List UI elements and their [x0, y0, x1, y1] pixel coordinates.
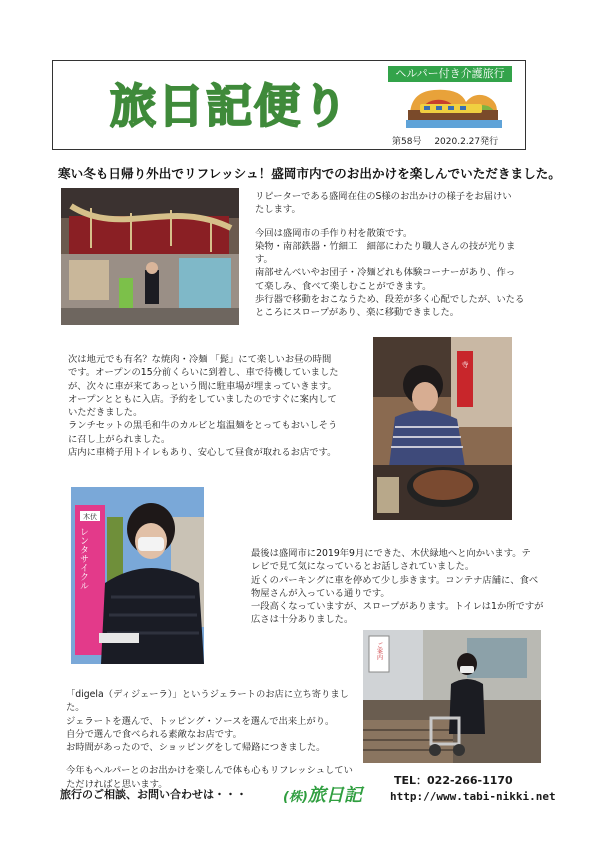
- text-line: に召し上がられました。: [68, 433, 171, 445]
- text-line: 次は地元でも有名？な焼肉・冷麺 「髭」にて楽しいお昼の時間: [68, 354, 332, 365]
- headline: 寒い冬も日帰り外出でリフレッシュ！盛岡市内でのお出かけを楽しんでいただきました。: [58, 166, 561, 181]
- company-logo-prefix: (株): [283, 790, 308, 805]
- text-line: 歩行器で移動をおこなうため、段差が多く心配でしたが、いたる: [255, 294, 525, 306]
- text-line: 物屋さんが入っている通りです。: [251, 587, 390, 599]
- vertical-sign-text: ご案内: [375, 642, 383, 660]
- phone-number: TEL：022-266-1170: [394, 774, 513, 787]
- text-line: 一段高くなっていますが、スロープがあります。トイレは1か所ですが: [251, 601, 544, 613]
- photo-craft-village: [61, 188, 239, 325]
- text-line: 最後は盛岡市に2019年9月にできた、木伏緑地へと向かいます。テ: [251, 548, 531, 559]
- service-tag: ヘルパー付き介護旅行: [388, 66, 512, 82]
- text-line: て楽しみ、食べて楽しむことができます。: [255, 280, 432, 292]
- text-line: 「digela（ディジェーラ）」というジェラートのお店に立ち寄りました。: [66, 689, 349, 714]
- banner-top-text: 木伏: [83, 513, 97, 521]
- text-line: 南部せんべいやお団子・冷麺どれも体験コーナーがあり、作っ: [255, 267, 516, 279]
- text-line: リピーターである盛岡在住のS様のお出かけの様子をお届けい: [255, 191, 512, 202]
- company-logo: [283, 781, 362, 807]
- photo-yakiniku-lunch: [373, 337, 512, 520]
- photo-rental-cycle: [71, 487, 204, 664]
- issue-info: [392, 134, 498, 147]
- text-line: す。: [255, 254, 273, 266]
- text-line: 染物・南部鉄器・竹細工 細部にわたり職人さんの技が光りま: [255, 240, 516, 252]
- section-craft-village: [255, 190, 555, 320]
- banner-sign-text: レンタサイクル: [78, 527, 88, 590]
- contact-prompt: 旅行のご相談、お問い合わせは・・・: [60, 788, 247, 801]
- text-line: 自分で選んで食べられる素敵なお店です。: [66, 728, 242, 740]
- text-line: 近くのパーキングに車を停めて少し歩きます。コンテナ店舗に、食べ: [251, 574, 539, 586]
- section-gelato: [66, 688, 366, 791]
- text-line: が、次々に車が来てあっという間に駐車場が埋まっていきます。: [68, 380, 337, 392]
- text-line: です。オープンの15分前くらいに到着し、車で待機していました: [68, 367, 339, 379]
- text-line: いただきました。: [68, 407, 143, 419]
- text-line: ところにスロープがあり、楽に移動できました。: [255, 307, 460, 319]
- section-kibushi-park: [251, 547, 551, 627]
- text-line: ただければと思います。: [66, 778, 168, 790]
- issue-date: 2020.2.27発行: [434, 137, 499, 147]
- text-line: ジェラートを選んで、トッピング・ソースを選んで出来上がり。: [66, 715, 335, 727]
- text-line: たします。: [255, 204, 301, 216]
- issue-number: 第58号: [392, 137, 422, 147]
- text-line: レビで見て気になっているとお話しされていました。: [251, 561, 475, 573]
- text-line: 広さは十分ありました。: [251, 614, 354, 626]
- text-line: 今回は盛岡市の手作り村を散策です。: [255, 227, 413, 239]
- text-line: オープンとともに入店。予約をしていましたのですぐに案内して: [68, 393, 337, 405]
- text-line: 今年もヘルパーとのお出かけを楽しんで体も心もリフレッシュしてい: [66, 765, 353, 777]
- svg-text:寺: 寺: [461, 361, 469, 369]
- text-line: ランチセットの黒毛和牛のカルビと塩温麺をとってもおいしそう: [68, 420, 338, 432]
- section-yakiniku: [68, 353, 368, 459]
- text-line: 店内に車椅子用トイレもあり、安心して昼食が取れるお店です。: [68, 447, 337, 459]
- photo-walker-slope: [363, 630, 541, 763]
- train-illustration-icon: [404, 86, 504, 130]
- website-link[interactable]: http://www.tabi-nikki.net: [390, 790, 556, 803]
- company-logo-name: 旅日記: [307, 785, 362, 806]
- text-line: お時間があったので、ショッピングをして帰路につきました。: [66, 742, 326, 754]
- masthead-title: 旅日記便り: [110, 79, 350, 133]
